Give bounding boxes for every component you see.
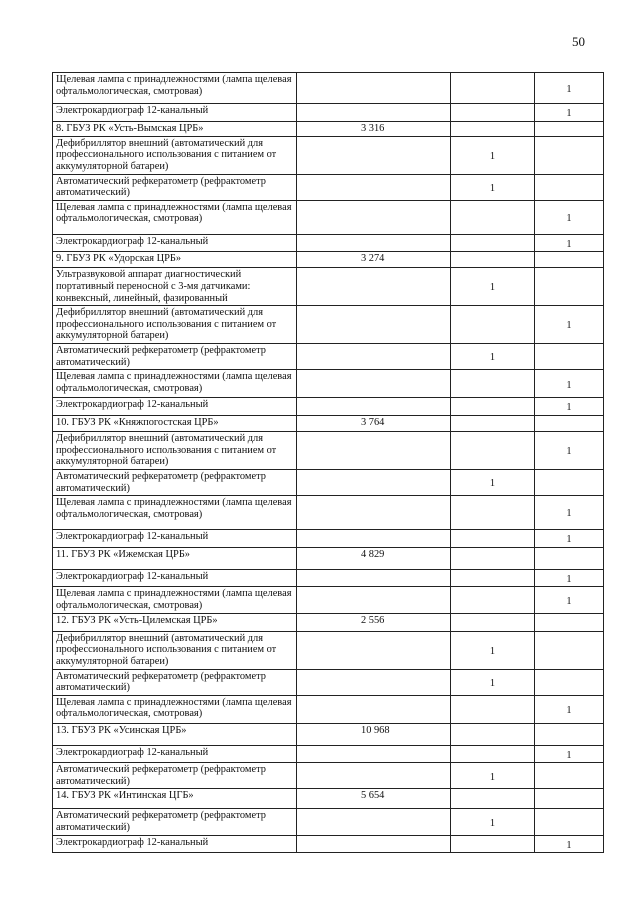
quantity-col4: 1 — [535, 234, 604, 252]
empty-cell — [297, 631, 451, 669]
empty-cell — [535, 723, 604, 745]
equipment-table — [52, 72, 604, 853]
empty-cell — [451, 547, 535, 569]
quantity-col4: 1 — [535, 835, 604, 853]
empty-cell — [451, 789, 535, 809]
equipment-name: Электрокардиограф 12-канальный — [53, 398, 297, 416]
empty-cell — [297, 136, 451, 174]
institution-amount: 10 968 — [297, 723, 451, 745]
quantity-col4 — [535, 809, 604, 835]
institution-name: 10. ГБУЗ РК «Княжпогостская ЦРБ» — [53, 415, 297, 431]
equipment-row — [53, 104, 604, 122]
institution-row — [53, 723, 604, 745]
equipment-name: Дефибриллятор внешний (автоматический для профессионального использования с питанием от аккумуляторной батареи) — [53, 136, 297, 174]
quantity-col3 — [451, 496, 535, 530]
quantity-col3: 1 — [451, 344, 535, 370]
equipment-row — [53, 370, 604, 398]
empty-cell — [535, 121, 604, 136]
quantity-col3 — [451, 569, 535, 587]
equipment-name: Электрокардиограф 12-канальный — [53, 234, 297, 252]
empty-cell — [297, 496, 451, 530]
empty-cell — [297, 469, 451, 495]
equipment-row — [53, 631, 604, 669]
empty-cell — [535, 547, 604, 569]
quantity-col4: 1 — [535, 73, 604, 104]
equipment-name: Дефибриллятор внешний (автоматический для профессионального использования с питанием от аккумуляторной батареи) — [53, 306, 297, 344]
equipment-row — [53, 344, 604, 370]
institution-name: 14. ГБУЗ РК «Интинская ЦГБ» — [53, 789, 297, 809]
equipment-name: Автоматический рефкератометр (рефрактометр автоматический) — [53, 469, 297, 495]
quantity-col3: 1 — [451, 174, 535, 200]
equipment-row — [53, 695, 604, 723]
empty-cell — [297, 73, 451, 104]
equipment-row — [53, 809, 604, 835]
equipment-name: Щелевая лампа с принадлежностями (лампа щелевая офтальмологическая, смотровая) — [53, 695, 297, 723]
quantity-col3 — [451, 370, 535, 398]
quantity-col3 — [451, 695, 535, 723]
equipment-row — [53, 587, 604, 613]
empty-cell — [535, 789, 604, 809]
empty-cell — [297, 104, 451, 122]
quantity-col4: 1 — [535, 745, 604, 763]
institution-amount: 4 829 — [297, 547, 451, 569]
institution-amount: 3 764 — [297, 415, 451, 431]
equipment-name: Дефибриллятор внешний (автоматический для профессионального использования с питанием от аккумуляторной батареи) — [53, 631, 297, 669]
quantity-col3: 1 — [451, 669, 535, 695]
equipment-name: Автоматический рефкератометр (рефрактометр автоматический) — [53, 809, 297, 835]
quantity-col4 — [535, 669, 604, 695]
equipment-row — [53, 469, 604, 495]
institution-row — [53, 789, 604, 809]
institution-amount: 5 654 — [297, 789, 451, 809]
equipment-row — [53, 669, 604, 695]
empty-cell — [451, 252, 535, 268]
equipment-row — [53, 763, 604, 789]
institution-amount: 3 274 — [297, 252, 451, 268]
institution-name: 9. ГБУЗ РК «Удорская ЦРБ» — [53, 252, 297, 268]
quantity-col4 — [535, 763, 604, 789]
quantity-col4: 1 — [535, 370, 604, 398]
empty-cell — [297, 268, 451, 306]
quantity-col4: 1 — [535, 398, 604, 416]
institution-row — [53, 121, 604, 136]
quantity-col3 — [451, 234, 535, 252]
quantity-col4 — [535, 631, 604, 669]
quantity-col3 — [451, 835, 535, 853]
empty-cell — [451, 613, 535, 631]
quantity-col3: 1 — [451, 763, 535, 789]
quantity-col3 — [451, 398, 535, 416]
equipment-row — [53, 306, 604, 344]
quantity-col3 — [451, 306, 535, 344]
empty-cell — [297, 763, 451, 789]
institution-name: 13. ГБУЗ РК «Усинская ЦРБ» — [53, 723, 297, 745]
empty-cell — [297, 530, 451, 548]
empty-cell — [535, 415, 604, 431]
institution-name: 12. ГБУЗ РК «Усть-Цилемская ЦРБ» — [53, 613, 297, 631]
empty-cell — [297, 835, 451, 853]
quantity-col3 — [451, 73, 535, 104]
empty-cell — [297, 669, 451, 695]
quantity-col3: 1 — [451, 809, 535, 835]
quantity-col3: 1 — [451, 469, 535, 495]
quantity-col4 — [535, 268, 604, 306]
empty-cell — [297, 370, 451, 398]
quantity-col4 — [535, 344, 604, 370]
quantity-col4: 1 — [535, 431, 604, 469]
institution-amount: 3 316 — [297, 121, 451, 136]
equipment-name: Электрокардиограф 12-канальный — [53, 104, 297, 122]
empty-cell — [297, 569, 451, 587]
equipment-name: Щелевая лампа с принадлежностями (лампа щелевая офтальмологическая, смотровая) — [53, 200, 297, 234]
quantity-col4: 1 — [535, 587, 604, 613]
equipment-name: Щелевая лампа с принадлежностями (лампа щелевая офтальмологическая, смотровая) — [53, 370, 297, 398]
empty-cell — [297, 398, 451, 416]
equipment-table-body — [53, 73, 604, 853]
institution-amount: 2 556 — [297, 613, 451, 631]
empty-cell — [451, 723, 535, 745]
equipment-name: Щелевая лампа с принадлежностями (лампа щелевая офтальмологическая, смотровая) — [53, 496, 297, 530]
equipment-name: Автоматический рефкератометр (рефрактометр автоматический) — [53, 344, 297, 370]
equipment-row — [53, 569, 604, 587]
empty-cell — [297, 306, 451, 344]
equipment-row — [53, 234, 604, 252]
equipment-row — [53, 200, 604, 234]
empty-cell — [297, 431, 451, 469]
quantity-col4: 1 — [535, 496, 604, 530]
equipment-name: Автоматический рефкератометр (рефрактометр автоматический) — [53, 174, 297, 200]
empty-cell — [297, 234, 451, 252]
equipment-row — [53, 496, 604, 530]
empty-cell — [535, 613, 604, 631]
equipment-row — [53, 73, 604, 104]
page-number: 50 — [572, 34, 585, 49]
empty-cell — [451, 121, 535, 136]
equipment-name: Щелевая лампа с принадлежностями (лампа щелевая офтальмологическая, смотровая) — [53, 587, 297, 613]
equipment-row — [53, 431, 604, 469]
equipment-name: Автоматический рефкератометр (рефрактометр автоматический) — [53, 669, 297, 695]
institution-row — [53, 613, 604, 631]
equipment-row — [53, 835, 604, 853]
equipment-name: Дефибриллятор внешний (автоматический для профессионального использования с питанием от аккумуляторной батареи) — [53, 431, 297, 469]
quantity-col4: 1 — [535, 306, 604, 344]
quantity-col3 — [451, 587, 535, 613]
quantity-col3 — [451, 745, 535, 763]
quantity-col3 — [451, 200, 535, 234]
institution-row — [53, 547, 604, 569]
equipment-name: Ультразвуковой аппарат диагностический портативный переносной с 3-мя датчиками: конвексный, линейный, фазированный — [53, 268, 297, 306]
empty-cell — [451, 415, 535, 431]
equipment-row — [53, 268, 604, 306]
equipment-row — [53, 174, 604, 200]
empty-cell — [297, 200, 451, 234]
empty-cell — [297, 695, 451, 723]
empty-cell — [297, 174, 451, 200]
institution-row — [53, 415, 604, 431]
equipment-row — [53, 136, 604, 174]
equipment-name: Электрокардиограф 12-канальный — [53, 569, 297, 587]
equipment-name: Щелевая лампа с принадлежностями (лампа щелевая офтальмологическая, смотровая) — [53, 73, 297, 104]
quantity-col4 — [535, 136, 604, 174]
quantity-col3 — [451, 104, 535, 122]
empty-cell — [297, 745, 451, 763]
equipment-row — [53, 745, 604, 763]
quantity-col3: 1 — [451, 136, 535, 174]
institution-name: 8. ГБУЗ РК «Усть-Вымская ЦРБ» — [53, 121, 297, 136]
equipment-name: Электрокардиограф 12-канальный — [53, 745, 297, 763]
equipment-name: Электрокардиограф 12-канальный — [53, 835, 297, 853]
equipment-row — [53, 530, 604, 548]
equipment-name: Электрокардиограф 12-канальный — [53, 530, 297, 548]
quantity-col4: 1 — [535, 569, 604, 587]
quantity-col4: 1 — [535, 200, 604, 234]
quantity-col3: 1 — [451, 631, 535, 669]
institution-row — [53, 252, 604, 268]
quantity-col4 — [535, 469, 604, 495]
quantity-col3: 1 — [451, 268, 535, 306]
institution-name: 11. ГБУЗ РК «Ижемская ЦРБ» — [53, 547, 297, 569]
equipment-name: Автоматический рефкератометр (рефрактометр автоматический) — [53, 763, 297, 789]
quantity-col4 — [535, 174, 604, 200]
quantity-col3 — [451, 431, 535, 469]
quantity-col4: 1 — [535, 104, 604, 122]
empty-cell — [297, 587, 451, 613]
quantity-col4: 1 — [535, 530, 604, 548]
empty-cell — [535, 252, 604, 268]
quantity-col3 — [451, 530, 535, 548]
empty-cell — [297, 344, 451, 370]
equipment-row — [53, 398, 604, 416]
empty-cell — [297, 809, 451, 835]
quantity-col4: 1 — [535, 695, 604, 723]
